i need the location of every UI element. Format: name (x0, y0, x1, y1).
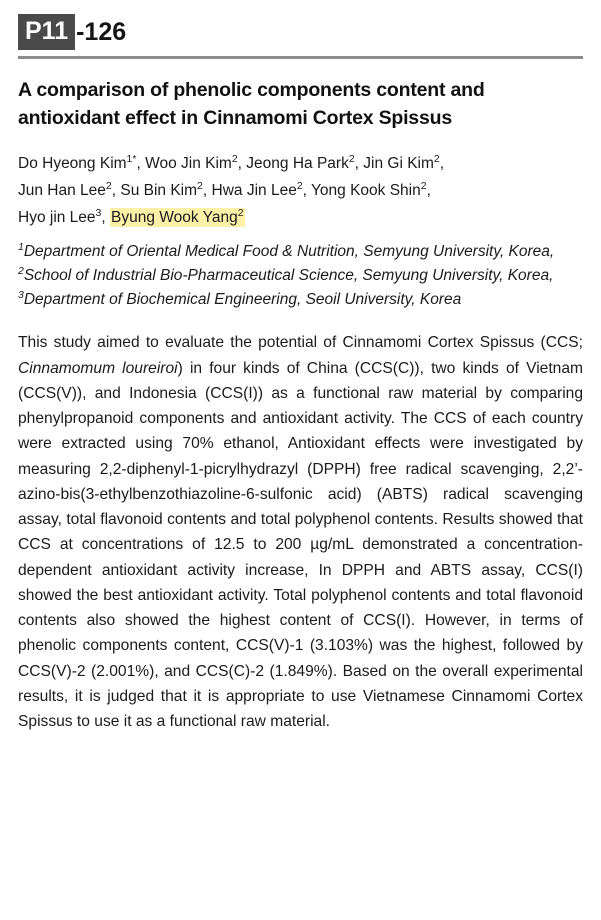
author-affiliation-marker: 3 (95, 206, 102, 219)
author-line-2: Jun Han Lee$^2$, Su Bin Kim$^2$, Hwa Jin Lee$^2$, Yong Kook Shin$^2$, (18, 179, 431, 200)
author-line-3: Hyo jin Lee$^3$, Byung Wook Yang$^2$ (18, 206, 244, 226)
author-name: Hyo jin Lee$^3$ (18, 206, 102, 226)
author-affiliation-marker: 2 (231, 153, 238, 166)
abstract-text (18, 330, 583, 734)
author-name: Su Bin Kim$^2$ (120, 179, 203, 200)
header-divider (18, 56, 583, 59)
author-name: Jin Gi Kim$^2$ (363, 153, 440, 173)
author-name: Jun Han Lee$^2$ (18, 179, 112, 200)
author-affiliation-marker: 2 (433, 153, 440, 166)
author-name: Do Hyeong Kim$^{1*}$ (18, 153, 137, 173)
author-affiliation-marker: 2 (197, 179, 203, 192)
author-name: Yong Kook Shin$^2$ (311, 179, 427, 200)
abstract-species-name: Cinnamomum loureiroi (18, 359, 178, 377)
paper-id-suffix: -126 (76, 18, 127, 46)
paper-id-row (0, 0, 601, 50)
author-affiliation-marker: 2 (296, 179, 303, 192)
affiliation-marker: 3 (18, 289, 24, 302)
affiliation-marker: 2 (18, 265, 24, 278)
affiliation-list (18, 240, 583, 312)
author-list (18, 151, 583, 231)
paper-id-badge: P11 (18, 14, 75, 50)
author-affiliation-marker: 2 (237, 206, 244, 219)
abstract-part-2: ) in four kinds of China (CCS(C)), two kinds of Vietnam (CCS(V)), and Indonesia (CCS(I)) as a functional raw material by comparing phenylpropanoid components and antioxidant activity. The CCS of each country were extracted using 70% ethanol, Antioxidant effects were investigated by measuring 2,2-diphenyl-1-picrylhydrazyl (DPPH) free radical scavenging, 2,2’-azino-bis(3-ethylbenzothiazoline-6-sulfonic acid) (ABTS) radical scavenging assay, total flavonoid contents and total polyphenol contents. Results showed that CCS at concentrations of 12.5 to 200 µg/mL demonstrated a concentration-dependent antioxidant activity increase, In DPPH and ABTS assay, CCS(I) showed the best antioxidant activity. Total polyphenol contents and total flavonoid contents also showed the highest content of CCS(I). However, in terms of phenolic components content, CCS(V)-1 (3.103%) was the highest, followed by CCS(V)-2 (2.001%), and CCS(C)-2 (1.849%). Based on the overall experimental results, it is judged that it is appropriate to use Vietnamese Cinnamomi Cortex Spissus to use it as a functional raw material. (18, 359, 584, 731)
author-affiliation-marker: 2 (348, 153, 355, 166)
page-title: A comparison of phenolic components content and antioxidant effect in Cinnamomi Cortex Spissus (18, 79, 485, 129)
affiliation-text: Department of Biochemical Engineering, Seoil University, Korea (23, 291, 462, 309)
author-name: Byung Wook Yang$^2$ (111, 206, 244, 226)
author-line-1: Do Hyeong Kim$^{1*}$, Woo Jin Kim$^2$, Jeong Ha Park$^2$, Jin Gi Kim$^2$, (18, 153, 445, 173)
author-name: Hwa Jin Lee$^2$ (211, 179, 303, 200)
author-name: Jeong Ha Park$^2$ (246, 153, 355, 173)
author-affiliation-marker: 1* (126, 153, 137, 166)
abstract-part-1: This study aimed to evaluate the potential of Cinnamomi Cortex Spissus (CCS; (18, 334, 583, 352)
author-affiliation-marker: 2 (105, 179, 112, 192)
affiliation-text: Department of Oriental Medical Food & Nutrition, Semyung University, Korea, (23, 243, 555, 261)
author-name: Woo Jin Kim$^2$ (145, 153, 238, 173)
author-affiliation-marker: 2 (420, 179, 427, 192)
affiliation-marker: 1 (18, 241, 24, 254)
affiliation-text: School of Industrial Bio-Pharmaceutical Science, Semyung University, Korea, (23, 267, 554, 285)
